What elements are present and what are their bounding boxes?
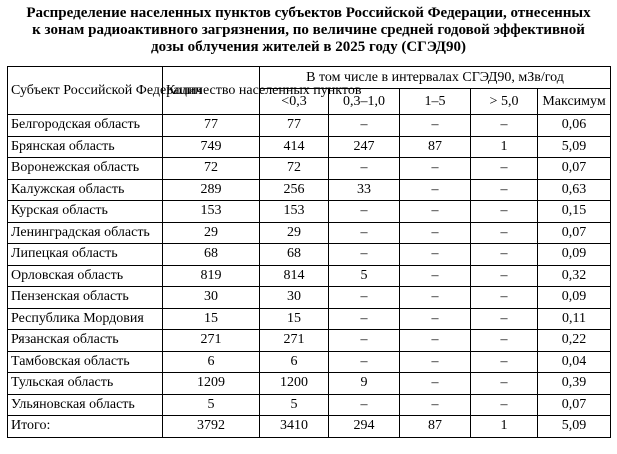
- range-1-5-cell: –: [400, 330, 471, 352]
- max-cell: 0,09: [538, 287, 611, 309]
- range-1-5-cell: –: [400, 373, 471, 395]
- header-intervals: В том числе в интервалах СГЭД90, мЗв/год: [260, 67, 611, 89]
- max-cell: 5,09: [538, 416, 611, 438]
- range-03-10-cell: –: [329, 222, 400, 244]
- max-cell: 0,22: [538, 330, 611, 352]
- lt03-cell: 72: [260, 158, 329, 180]
- table-row: [8, 287, 611, 309]
- range-1-5-cell: –: [400, 179, 471, 201]
- max-cell: 0,07: [538, 222, 611, 244]
- table-row: [8, 330, 611, 352]
- count-cell: 289: [163, 179, 260, 201]
- lt03-cell: 77: [260, 115, 329, 137]
- range-03-10-cell: –: [329, 115, 400, 137]
- gt5-cell: –: [471, 222, 538, 244]
- range-1-5-cell: 87: [400, 136, 471, 158]
- range-1-5-cell: –: [400, 394, 471, 416]
- range-03-10-cell: –: [329, 394, 400, 416]
- table-row: [8, 394, 611, 416]
- lt03-cell: 29: [260, 222, 329, 244]
- lt03-cell: 271: [260, 330, 329, 352]
- range-03-10-cell: –: [329, 201, 400, 223]
- count-cell: 29: [163, 222, 260, 244]
- gt5-cell: –: [471, 179, 538, 201]
- range-03-10-cell: 5: [329, 265, 400, 287]
- range-03-10-cell: –: [329, 158, 400, 180]
- range-03-10-cell: 294: [329, 416, 400, 438]
- subject-cell: Тульская область: [8, 373, 163, 395]
- count-cell: 68: [163, 244, 260, 266]
- range-03-10-cell: –: [329, 287, 400, 309]
- subject-cell: Пензенская область: [8, 287, 163, 309]
- max-cell: 0,15: [538, 201, 611, 223]
- table-row: [8, 158, 611, 180]
- table-row: [8, 373, 611, 395]
- gt5-cell: –: [471, 115, 538, 137]
- range-03-10-cell: 9: [329, 373, 400, 395]
- title-line-2: к зонам радиоактивного загрязнения, по величине средней годовой эффективной: [32, 22, 585, 38]
- range-1-5-cell: –: [400, 351, 471, 373]
- max-cell: 5,09: [538, 136, 611, 158]
- count-cell: 30: [163, 287, 260, 309]
- subject-cell: Орловская область: [8, 265, 163, 287]
- count-cell: 72: [163, 158, 260, 180]
- title-line-1: Распределение населенных пунктов субъектов Российской Федерации, отнесенных: [26, 5, 591, 21]
- subject-cell: Республика Мордовия: [8, 308, 163, 330]
- range-03-10-cell: –: [329, 308, 400, 330]
- lt03-cell: 30: [260, 287, 329, 309]
- table-row: [8, 201, 611, 223]
- gt5-cell: –: [471, 373, 538, 395]
- subject-cell: Рязанская область: [8, 330, 163, 352]
- range-1-5-cell: –: [400, 158, 471, 180]
- table-row: [8, 136, 611, 158]
- max-cell: 0,07: [538, 158, 611, 180]
- gt5-cell: –: [471, 330, 538, 352]
- count-cell: 153: [163, 201, 260, 223]
- gt5-cell: 1: [471, 416, 538, 438]
- count-cell: 6: [163, 351, 260, 373]
- distribution-table: [7, 66, 611, 438]
- count-cell: 15: [163, 308, 260, 330]
- lt03-cell: 15: [260, 308, 329, 330]
- range-1-5-cell: –: [400, 308, 471, 330]
- table-row: [8, 416, 611, 438]
- max-cell: 0,07: [538, 394, 611, 416]
- lt03-cell: 414: [260, 136, 329, 158]
- subject-cell: Ленинградская область: [8, 222, 163, 244]
- range-1-5-cell: –: [400, 222, 471, 244]
- subject-cell: Брянская область: [8, 136, 163, 158]
- gt5-cell: –: [471, 158, 538, 180]
- range-1-5-cell: 87: [400, 416, 471, 438]
- table-row: [8, 115, 611, 137]
- count-cell: 749: [163, 136, 260, 158]
- max-cell: 0,32: [538, 265, 611, 287]
- count-cell: 3792: [163, 416, 260, 438]
- range-1-5-cell: –: [400, 201, 471, 223]
- max-cell: 0,06: [538, 115, 611, 137]
- lt03-cell: 3410: [260, 416, 329, 438]
- lt03-cell: 5: [260, 394, 329, 416]
- subject-cell: Калужская область: [8, 179, 163, 201]
- subject-cell: Итого:: [8, 416, 163, 438]
- table-row: [8, 265, 611, 287]
- max-cell: 0,63: [538, 179, 611, 201]
- lt03-cell: 6: [260, 351, 329, 373]
- header-subject: Субъект Российской Федерации: [8, 67, 163, 115]
- range-03-10-cell: 33: [329, 179, 400, 201]
- range-03-10-cell: –: [329, 330, 400, 352]
- count-cell: 1209: [163, 373, 260, 395]
- range-1-5-cell: –: [400, 287, 471, 309]
- subject-cell: Воронежская область: [8, 158, 163, 180]
- max-cell: 0,11: [538, 308, 611, 330]
- subject-cell: Курская область: [8, 201, 163, 223]
- range-03-10-cell: –: [329, 351, 400, 373]
- gt5-cell: –: [471, 244, 538, 266]
- title-line-3: дозы облучения жителей в 2025 году (СГЭД90): [151, 39, 466, 55]
- count-cell: 77: [163, 115, 260, 137]
- max-cell: 0,09: [538, 244, 611, 266]
- range-1-5-cell: –: [400, 244, 471, 266]
- range-1-5-cell: –: [400, 115, 471, 137]
- lt03-cell: 68: [260, 244, 329, 266]
- max-cell: 0,04: [538, 351, 611, 373]
- range-1-5-cell: –: [400, 265, 471, 287]
- header-col-03-10: 0,3–1,0: [329, 89, 400, 115]
- count-cell: 5: [163, 394, 260, 416]
- table-body: [8, 115, 611, 438]
- header-col-max: Максимум: [538, 89, 611, 115]
- subject-cell: Липецкая область: [8, 244, 163, 266]
- table-row: [8, 308, 611, 330]
- gt5-cell: 1: [471, 136, 538, 158]
- gt5-cell: –: [471, 308, 538, 330]
- range-03-10-cell: 247: [329, 136, 400, 158]
- gt5-cell: –: [471, 351, 538, 373]
- gt5-cell: –: [471, 394, 538, 416]
- subject-cell: Белгородская область: [8, 115, 163, 137]
- gt5-cell: –: [471, 201, 538, 223]
- count-cell: 271: [163, 330, 260, 352]
- gt5-cell: –: [471, 265, 538, 287]
- header-col-gt5: > 5,0: [471, 89, 538, 115]
- range-03-10-cell: –: [329, 244, 400, 266]
- subject-cell: Ульяновская область: [8, 394, 163, 416]
- subject-cell: Тамбовская область: [8, 351, 163, 373]
- max-cell: 0,39: [538, 373, 611, 395]
- table-row: [8, 222, 611, 244]
- lt03-cell: 1200: [260, 373, 329, 395]
- lt03-cell: 256: [260, 179, 329, 201]
- table-row: [8, 244, 611, 266]
- lt03-cell: 814: [260, 265, 329, 287]
- gt5-cell: –: [471, 287, 538, 309]
- header-col-1-5: 1–5: [400, 89, 471, 115]
- header-col-lt03: <0,3: [260, 89, 329, 115]
- header-count: Количество населенных пунктов: [163, 67, 260, 115]
- document-title: [0, 5, 617, 56]
- table-row: [8, 179, 611, 201]
- count-cell: 819: [163, 265, 260, 287]
- lt03-cell: 153: [260, 201, 329, 223]
- table-row: [8, 351, 611, 373]
